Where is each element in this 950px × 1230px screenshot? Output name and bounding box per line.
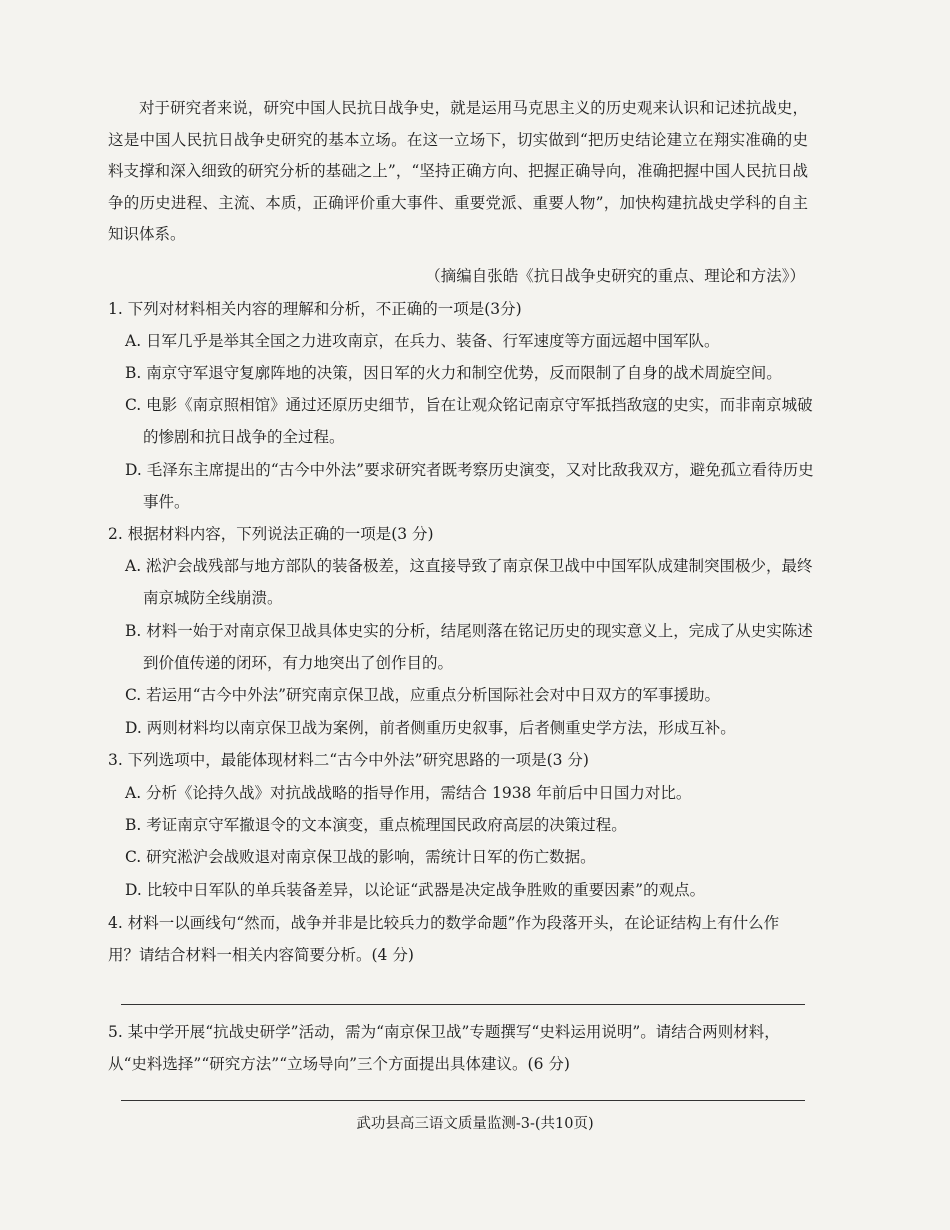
question-5-stem: 5. 某中学开展“抗战史研学”活动，需为“南京保卫战”专题撰写“史料运用说明”。请结合两则材料，从“史料选择”“研究方法”“立场导向”三个方面提出具体建议。(6 分) bbox=[108, 1023, 780, 1073]
question-2-option-c: C. 若运用“古今中外法”研究南京保卫战，应重点分析国际社会对中日双方的军事援助。 bbox=[125, 686, 721, 704]
question-1-option-a: A. 日军几乎是举其全国之力进攻南京，在兵力、装备、行军速度等方面远超中国军队。 bbox=[125, 332, 720, 350]
question-2-option-b: B. 材料一始于对南京保卫战具体史实的分析，结尾则落在铭记历史的现实意义上，完成了从史实陈述到价值传递的闭环，有力地突出了创作目的。 bbox=[125, 622, 813, 672]
question-1-option-c: C. 电影《南京照相馆》通过还原历史细节，旨在让观众铭记南京守军抵挡敌寇的史实，而非南京城破的惨剧和抗日战争的全过程。 bbox=[125, 396, 813, 446]
question-1-stem: 1. 下列对材料相关内容的理解和分析，不正确的一项是(3分) bbox=[108, 300, 522, 318]
answer-line-4 bbox=[121, 1004, 805, 1005]
source-citation: （摘编自张皓《抗日战争史研究的重点、理论和方法》） bbox=[425, 267, 805, 285]
question-3-option-c: C. 研究淞沪会战败退对南京保卫战的影响，需统计日军的伤亡数据。 bbox=[125, 848, 596, 866]
question-3-option-a: A. 分析《论持久战》对抗战战略的指导作用，需结合 1938 年前后中日国力对比。 bbox=[125, 784, 692, 802]
question-3-option-d: D. 比较中日军队的单兵装备差异，以论证“武器是决定战争胜败的重要因素”的观点。 bbox=[125, 881, 706, 899]
question-1-option-d: D. 毛泽东主席提出的“古今中外法”要求研究者既考察历史演变，又对比敌我双方，避免孤立看待历史事件。 bbox=[125, 461, 814, 511]
page-footer: 武功县高三语文质量监测-3-(共10页) bbox=[356, 1116, 594, 1132]
question-2-stem: 2. 根据材料内容，下列说法正确的一项是(3 分) bbox=[108, 525, 434, 543]
question-4-stem: 4. 材料一以画线句“然而，战争并非是比较兵力的数学命题”作为段落开头，在论证结构上有什么作用？请结合材料一相关内容简要分析。(4 分) bbox=[108, 914, 780, 964]
answer-line-5 bbox=[121, 1100, 805, 1101]
intro-paragraph: 对于研究者来说，研究中国人民抗日战争史，就是运用马克思主义的历史观来认识和记述抗战史，这是中国人民抗日战争史研究的基本立场。在这一立场下，切实做到“把历史结论建立在翔实准确的史料支撑和深入细致的研究分析的基础之上”，“坚持正确方向、把握正确导向，准确把握中国人民抗日战争的历史进程、主流、本质，正确评价重大事件、重要党派、重要人物”，加快构建抗战史学科的自主知识体系。 bbox=[108, 99, 808, 243]
question-2-option-a: A. 淞沪会战残部与地方部队的装备极差，这直接导致了南京保卫战中中国军队成建制突围极少，最终南京城防全线崩溃。 bbox=[125, 557, 813, 607]
question-3-option-b: B. 考证南京守军撤退令的文本演变，重点梳理国民政府高层的决策过程。 bbox=[125, 816, 627, 834]
question-3-stem: 3. 下列选项中，最能体现材料二“古今中外法”研究思路的一项是(3 分) bbox=[108, 751, 589, 769]
question-2-option-d: D. 两则材料均以南京保卫战为案例，前者侧重历史叙事，后者侧重史学方法，形成互补。 bbox=[125, 719, 736, 737]
question-1-option-b: B. 南京守军退守复廓阵地的决策，因日军的火力和制空优势，反而限制了自身的战术周旋空间。 bbox=[125, 364, 782, 382]
